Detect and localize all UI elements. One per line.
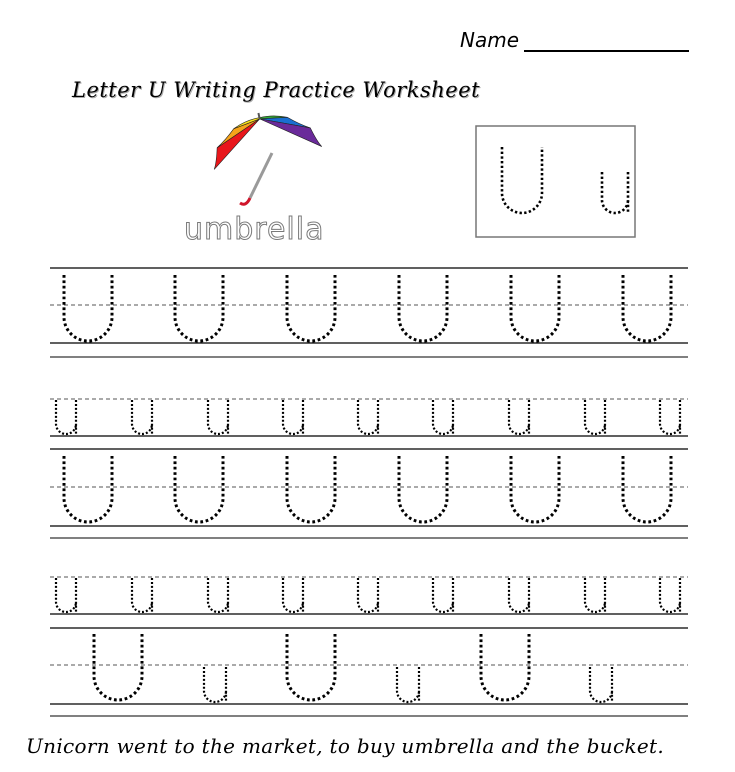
trace-upper-u — [399, 456, 447, 522]
trace-upper-u — [64, 275, 112, 341]
trace-lower-u — [397, 667, 419, 702]
trace-lower-u — [660, 578, 680, 612]
umbrella-shaft — [250, 153, 272, 198]
umbrella-handle — [240, 198, 250, 204]
trace-lower-u — [283, 578, 303, 612]
trace-lower-u — [132, 400, 152, 434]
worksheet-title: Letter U Writing Practice Worksheet — [72, 78, 481, 102]
trace-upper-u — [481, 634, 529, 700]
trace-lower-u — [56, 578, 76, 612]
trace-lower-u — [433, 578, 453, 612]
trace-upper-u — [511, 275, 559, 341]
trace-upper-u — [399, 275, 447, 341]
name-input-line[interactable] — [524, 50, 689, 52]
trace-upper-u — [287, 275, 335, 341]
umbrella-panel — [260, 108, 322, 158]
trace-lower-u — [660, 400, 680, 434]
practice-sentence: Unicorn went to the market, to buy umbrella and the bucket. — [26, 734, 665, 758]
trace-lower-u — [509, 400, 529, 434]
umbrella-icon — [210, 108, 330, 208]
trace-lower-u — [358, 578, 378, 612]
trace-upper-u — [623, 456, 671, 522]
trace-lower-u — [433, 400, 453, 434]
trace-lower-u — [585, 578, 605, 612]
trace-upper-u — [175, 456, 223, 522]
trace-upper-u — [287, 634, 335, 700]
trace-lower-u — [208, 400, 228, 434]
trace-upper-u — [511, 456, 559, 522]
trace-lower-u — [585, 400, 605, 434]
trace-upper-u — [175, 275, 223, 341]
trace-lower-u — [509, 578, 529, 612]
trace-upper-u — [287, 456, 335, 522]
trace-lower-u — [358, 400, 378, 434]
sample-upper-u — [502, 147, 542, 213]
trace-upper-u — [94, 634, 142, 700]
trace-upper-u — [623, 275, 671, 341]
umbrella-word: umbrella — [184, 212, 325, 247]
name-label: Name — [460, 28, 520, 52]
trace-lower-u — [56, 400, 76, 434]
trace-lower-u — [208, 578, 228, 612]
trace-lower-u — [283, 400, 303, 434]
sample-box — [476, 126, 635, 237]
trace-upper-u — [64, 456, 112, 522]
trace-lower-u — [590, 667, 612, 702]
trace-lower-u — [204, 667, 226, 702]
sample-lower-u — [602, 172, 628, 213]
trace-lower-u — [132, 578, 152, 612]
